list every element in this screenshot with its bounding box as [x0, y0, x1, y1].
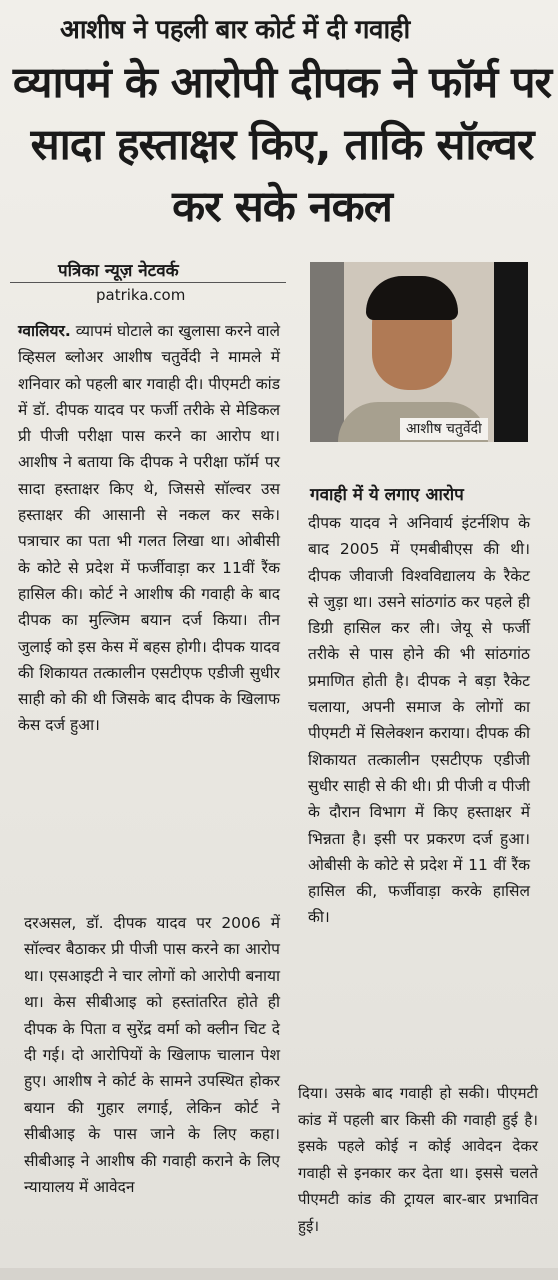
portrait-photo: [310, 262, 528, 442]
article-body-column-1-continued: दरअसल, डॉ. दीपक यादव पर 2006 में सॉल्वर बैठाकर प्री पीजी पास करने का आरोप था। एसआइटी ने चार लोगों को आरोपी बनाया था। केस सीबीआइ को हस्तांतरित होते ही दीपक के पिता व सुरेंद्र वर्मा को क्लीन चिट दे दी गई। दो आरोपियों के खिलाफ चालान पेश हुए। आशीष ने कोर्ट के सामने उपस्थित होकर बयान की गुहार लगाई, लेकिन कोर्ट ने सीबीआइ के पास जाने के लिए कहा। सीबीआइ ने आशीष की गवाही कराने के लिए न्यायालय में आवेदन: [24, 914, 280, 1197]
article-dateline: ग्वालियर.: [18, 322, 71, 340]
article-body-text-1: व्यापमं घोटाले का खुलासा करने वाले व्हिसल ब्लोअर आशीष चतुर्वेदी ने मामले में शनिवार को पहली बार गवाही दी। पीएमटी कांड में डॉ. दीपक यादव पर फर्जी तरीके से मेडिकल प्री पीजी परीक्षा पास करने का आरोप था। आशीष ने बताया कि दीपक ने परीक्षा फॉर्म पर सादा हस्ताक्षर किए थे, जिससे सॉल्वर उस हस्ताक्षर की आसानी से नकल कर सके। पत्राचार का पता भी गलत लिखा था। ओबीसी के कोटे से प्रदेश में फर्जीवाड़ा कर 11वीं रैंक हासिल की। कोर्ट ने आशीष की गवाही के बाद दीपक का मुल्जिम बयान दर्ज किया। तीन जुलाई को इस केस में बहस होगी। दीपक यादव की शिकायत तत्कालीन एसटीएफ एडीजी सुधीर साही को की थी जिसके बाद दीपक के खिलाफ केस दर्ज हुआ।: [18, 322, 280, 735]
byline-divider: [10, 282, 286, 283]
article-body-column-2-continued: दिया। उसके बाद गवाही हो सकी। पीएमटी कांड में पहली बार किसी की गवाही हुई है। इसके पहले कोई न कोई आवेदन देकर गवाही से इनकार कर देता था। इससे चलते पीएमटी कांड की ट्रायल बार-बार प्रभावित हुई।: [298, 1084, 538, 1235]
page-bottom-edge: [0, 1268, 558, 1280]
photo-background-right: [494, 262, 528, 442]
article-kicker: आशीष ने पहली बार कोर्ट में दी गवाही: [60, 15, 410, 45]
article-body-column-2: दीपक यादव ने अनिवार्य इंटर्नशिप के बाद 2005 में एमबीबीएस की थी। दीपक जीवाजी विश्वविद्यालय के रैकेट से जुड़ा था। उसने सांठगांठ कर पहले ही डिग्री हासिल कर ली। जेयू से फर्जी तरीके से पास होने की भी सांठगांठ प्रमाणित होती है। दीपक ने बड़ा रैकेट चलाया, अपनी समाज के लोगों का पीएमटी में सिलेक्शन कराया। दीपक की शिकायत तत्कालीन एसटीएफ एडीजी सुधीर साही से की थी। प्री पीजी व पीजी के दौरान विभाग में किए हस्ताक्षर में भिन्नता है। इसी पर प्रकरण दर्ज हुआ। ओबीसी के कोटे से प्रदेश में 11 वीं रैंक हासिल की, फर्जीवाड़ा करके हासिल की।: [308, 514, 530, 927]
sidebar-heading: गवाही में ये लगाए आरोप: [310, 485, 464, 505]
article-website: patrika.com: [96, 286, 186, 304]
article-headline: व्यापमं के आरोपी दीपक ने फॉर्म पर सादा हस्ताक्षर किए, ताकि सॉल्वर कर सके नकल: [12, 58, 552, 232]
photo-background-left: [310, 262, 344, 442]
article-body-column-1: [18, 318, 280, 739]
photo-caption: आशीष चतुर्वेदी: [400, 418, 488, 440]
article-byline: पत्रिका न्यूज़ नेटवर्क: [58, 261, 179, 281]
